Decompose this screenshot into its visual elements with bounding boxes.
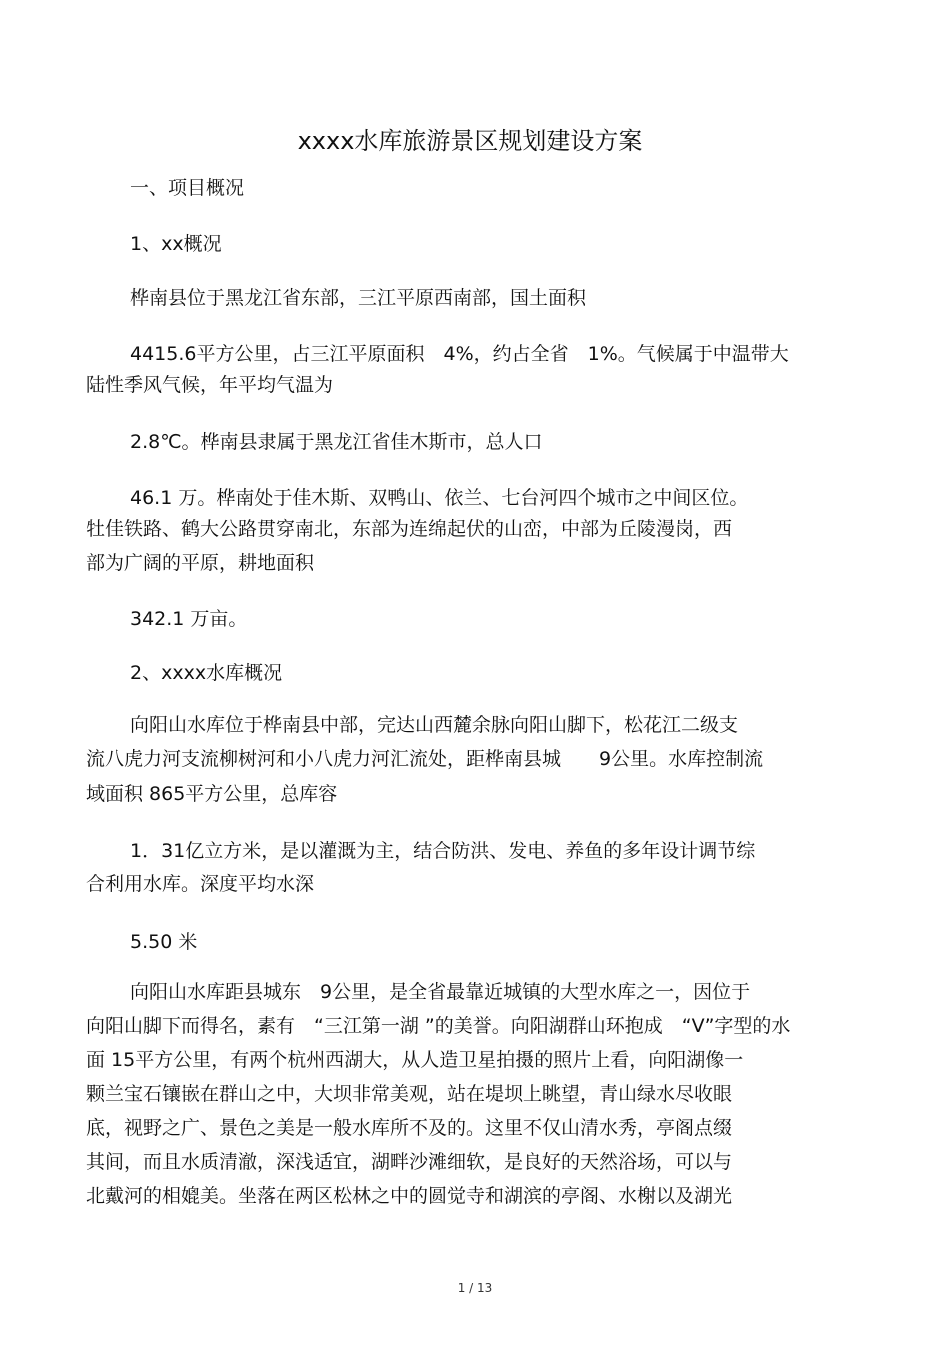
paragraph-line: 向阳山水库位于桦南县中部，完达山西麓余脉向阳山脚下，松花江二级支 — [130, 714, 739, 736]
paragraph-line: 部为广阔的平原，耕地面积 — [86, 552, 315, 574]
paragraph-line: 流八虎力河支流柳树河和小八虎力河汇流处，距桦南县城 9公里。水库控制流 — [86, 748, 764, 770]
paragraph-line: 其间，而且水质清澈，深浅适宜，湖畔沙滩细软，是良好的天然浴场，可以与 — [86, 1151, 733, 1173]
paragraph-line: 域面积 865平方公里，总库容 — [86, 783, 338, 805]
paragraph-line: 4415.6平方公里，占三江平原面积 4%，约占全省 1%。气候属于中温带大 — [130, 343, 789, 365]
paragraph-line: 桦南县位于黑龙江省东部，三江平原西南部，国土面积 — [130, 287, 587, 309]
paragraph-line: 颗兰宝石镶嵌在群山之中，大坝非常美观，站在堤坝上眺望，青山绿水尽收眼 — [86, 1083, 733, 1105]
paragraph-line: 底，视野之广、景色之美是一般水库所不及的。这里不仅山清水秀，亭阁点缀 — [86, 1117, 733, 1139]
paragraph-line: 北戴河的相媲美。坐落在两区松林之中的圆觉寺和湖滨的亭阁、水榭以及湖光 — [86, 1185, 733, 1207]
page-number: 1 / 13 — [457, 1281, 493, 1295]
paragraph-line: 牡佳铁路、鹤大公路贯穿南北，东部为连绵起伏的山峦，中部为丘陵漫岗，西 — [86, 518, 733, 540]
paragraph-line: 342.1 万亩。 — [130, 608, 248, 630]
paragraph-line: 向阳山脚下而得名，素有 “三江第一湖 ”的美誉。向阳湖群山环抱成 “V”字型的水 — [86, 1015, 791, 1037]
paragraph-line: 合利用水库。深度平均水深 — [86, 873, 315, 895]
paragraph-line: 2.8℃。桦南县隶属于黑龙江省佳木斯市，总人口 — [130, 431, 543, 453]
paragraph-line: 陆性季风气候，年平均气温为 — [86, 374, 334, 396]
document-title: xxxx水库旅游景区规划建设方案 — [297, 127, 643, 155]
paragraph-line: 1．31亿立方米，是以灌溉为主，结合防洪、发电、养鱼的多年设计调节综 — [130, 840, 756, 862]
subsection-heading-reservoir: 2、xxxx水库概况 — [130, 662, 283, 684]
paragraph-line: 5.50 米 — [130, 931, 198, 953]
subsection-heading-county: 1、xx概况 — [130, 233, 222, 255]
section-heading-overview: 一、项目概况 — [130, 177, 245, 199]
paragraph-line: 46.1 万。桦南处于佳木斯、双鸭山、依兰、七台河四个城市之中间区位。 — [130, 487, 749, 509]
paragraph-line: 面 15平方公里，有两个杭州西湖大，从人造卫星拍摄的照片上看，向阳湖像一 — [86, 1049, 744, 1071]
paragraph-line: 向阳山水库距县城东 9公里，是全省最靠近城镇的大型水库之一，因位于 — [130, 981, 751, 1003]
